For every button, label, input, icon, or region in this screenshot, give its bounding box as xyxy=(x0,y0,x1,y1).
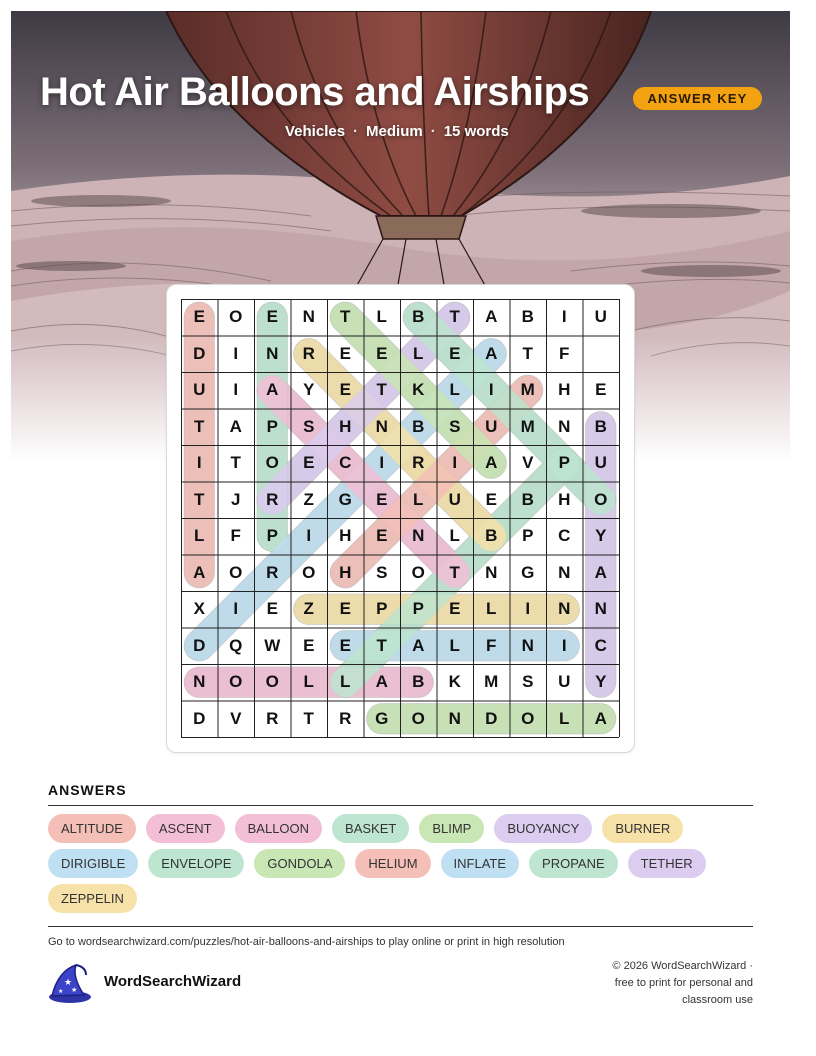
grid-cell: Y xyxy=(595,672,607,692)
grid-cell: T xyxy=(376,380,387,400)
answer-chip: BASKET xyxy=(332,814,409,843)
grid-cell: F xyxy=(486,635,497,655)
grid-cell: S xyxy=(303,416,315,436)
grid-cell: N xyxy=(485,562,498,582)
grid-cell: N xyxy=(375,416,388,436)
grid-cell: L xyxy=(449,526,460,546)
grid-cell: J xyxy=(231,489,241,509)
grid-cell: E xyxy=(376,489,388,509)
grid-cell: E xyxy=(485,489,497,509)
grid-cell: E xyxy=(303,635,315,655)
grid-cell: I xyxy=(452,453,458,473)
answer-chip: BALLOON xyxy=(235,814,322,843)
grid-cell: N xyxy=(302,307,315,327)
grid-cell: P xyxy=(266,416,278,436)
grid-cell: H xyxy=(339,562,352,582)
difficulty-label: Medium xyxy=(366,123,423,140)
grid-cell: A xyxy=(375,672,388,692)
grid-cell: R xyxy=(266,708,279,728)
grid-cell: N xyxy=(558,562,571,582)
grid-cell: N xyxy=(412,526,425,546)
grid-cell: H xyxy=(339,416,352,436)
grid-cell: A xyxy=(412,635,425,655)
grid-cell: B xyxy=(412,416,425,436)
grid-cell: L xyxy=(376,307,387,327)
separator-dot: · xyxy=(353,123,359,140)
separator-dot: · xyxy=(430,123,436,140)
grid-cell: T xyxy=(522,343,533,363)
grid-cell: Q xyxy=(229,635,243,655)
grid-cell: L xyxy=(486,599,497,619)
grid-cell: E xyxy=(449,343,461,363)
grid-cell: P xyxy=(266,526,278,546)
grid-cell: O xyxy=(521,708,535,728)
answer-chip: TETHER xyxy=(628,849,706,878)
answer-chip: DIRIGIBLE xyxy=(48,849,138,878)
answer-chip: BLIMP xyxy=(419,814,484,843)
grid-cell: D xyxy=(485,708,498,728)
grid-cell: S xyxy=(376,562,388,582)
grid-cell: G xyxy=(375,708,389,728)
grid-cell: E xyxy=(303,453,315,473)
grid-cell: D xyxy=(193,708,206,728)
grid-cell: Z xyxy=(303,489,314,509)
grid-cell: Y xyxy=(303,380,315,400)
grid-cell: B xyxy=(594,416,607,436)
grid-cell: E xyxy=(339,380,351,400)
grid-cell: T xyxy=(230,453,241,473)
grid-cell: L xyxy=(413,489,424,509)
grid-cell: T xyxy=(376,635,387,655)
grid-cell: I xyxy=(488,380,494,400)
grid-cell: V xyxy=(522,453,534,473)
footer-url-text: Go to wordsearchwizard.com/puzzles/hot-air-balloons-and-airships to play online or print in high resolution xyxy=(48,936,565,948)
answers-list xyxy=(48,814,758,913)
grid-cell: A xyxy=(229,416,242,436)
grid-cell: A xyxy=(193,562,206,582)
grid-cell: E xyxy=(376,343,388,363)
grid-cell: K xyxy=(448,672,461,692)
grid-cell: T xyxy=(303,708,314,728)
grid-cell: O xyxy=(265,453,279,473)
grid-cell: I xyxy=(306,526,312,546)
answer-chip: ASCENT xyxy=(146,814,225,843)
grid-cell: F xyxy=(559,343,570,363)
grid-cell: T xyxy=(449,307,460,327)
word-count-label: 15 words xyxy=(443,123,509,140)
answer-chip: ALTITUDE xyxy=(48,814,136,843)
answer-key-badge: ANSWER KEY xyxy=(633,87,762,110)
grid-cell: N xyxy=(193,672,206,692)
grid-cell: U xyxy=(193,380,206,400)
grid-cell: T xyxy=(340,307,351,327)
grid-cell: A xyxy=(485,307,498,327)
grid-cell: P xyxy=(522,526,534,546)
grid-cell: I xyxy=(233,343,239,363)
grid-cell: N xyxy=(266,343,279,363)
grid-cell: N xyxy=(448,708,461,728)
grid-cell: W xyxy=(264,635,281,655)
grid-cell: A xyxy=(266,380,279,400)
answer-chip: PROPANE xyxy=(529,849,618,878)
copyright-line: © 2026 WordSearchWizard · xyxy=(612,960,753,972)
divider xyxy=(48,805,753,806)
copyright-line: classroom use xyxy=(682,994,753,1006)
grid-cell: U xyxy=(594,307,607,327)
grid-cell: E xyxy=(339,343,351,363)
grid-cell: I xyxy=(561,635,567,655)
grid-cell: R xyxy=(339,708,352,728)
grid-cell: O xyxy=(229,307,243,327)
grid-cell: T xyxy=(194,416,205,436)
grid-cell: O xyxy=(594,489,608,509)
grid-cell: B xyxy=(521,489,534,509)
page-title: Hot Air Balloons and Airships xyxy=(40,70,590,114)
grid-cell: G xyxy=(338,489,352,509)
grid-cell: R xyxy=(266,489,279,509)
grid-cell: M xyxy=(520,380,535,400)
grid-cell: E xyxy=(376,526,388,546)
grid-cell: P xyxy=(412,599,424,619)
svg-text:★: ★ xyxy=(58,988,64,995)
grid-cell: B xyxy=(485,526,498,546)
grid-cell: P xyxy=(558,453,570,473)
grid-cell: C xyxy=(558,526,571,546)
answer-chip: HELIUM xyxy=(355,849,430,878)
category-label: Vehicles xyxy=(285,123,346,140)
grid-cell: Z xyxy=(303,599,314,619)
grid-cell: S xyxy=(522,672,534,692)
grid-cell: N xyxy=(558,416,571,436)
grid-cell: P xyxy=(376,599,388,619)
grid-cell: S xyxy=(449,416,461,436)
svg-text:★: ★ xyxy=(71,986,78,994)
grid-cell: H xyxy=(558,489,571,509)
grid-cell: L xyxy=(413,343,424,363)
answer-chip: ENVELOPE xyxy=(148,849,244,878)
grid-cell: O xyxy=(302,562,316,582)
brand-name: WordSearchWizard xyxy=(104,973,242,990)
grid-cell: H xyxy=(339,526,352,546)
grid-cell: U xyxy=(594,453,607,473)
grid-cell: E xyxy=(266,307,278,327)
grid-cell: L xyxy=(303,672,314,692)
grid-cell: D xyxy=(193,635,206,655)
grid-cell: N xyxy=(594,599,607,619)
grid-cell: M xyxy=(484,672,499,692)
grid-cell: E xyxy=(339,635,351,655)
grid-cell: U xyxy=(485,416,498,436)
grid-cell: N xyxy=(521,635,534,655)
grid-cell: I xyxy=(561,307,567,327)
grid-cell: F xyxy=(230,526,241,546)
answer-chip: ZEPPELIN xyxy=(48,884,137,913)
divider xyxy=(48,926,753,927)
grid-cell: O xyxy=(411,562,425,582)
copyright-line: free to print for personal and xyxy=(614,977,753,989)
grid-cell: C xyxy=(339,453,352,473)
grid-cell: A xyxy=(594,708,607,728)
grid-cell: I xyxy=(233,380,239,400)
grid-cell: B xyxy=(412,672,425,692)
grid-cell: M xyxy=(520,416,535,436)
grid-cell: X xyxy=(193,599,205,619)
grid-cell: T xyxy=(194,489,205,509)
grid-cell: B xyxy=(521,307,534,327)
grid-cells xyxy=(181,299,620,738)
grid-cell: L xyxy=(559,708,570,728)
grid-cell: L xyxy=(449,380,460,400)
grid-cell: T xyxy=(449,562,460,582)
grid-cell: G xyxy=(521,562,535,582)
grid-cell: E xyxy=(266,599,278,619)
grid-cell: K xyxy=(412,380,425,400)
wizard-hat-icon xyxy=(46,963,92,1005)
grid-cell: L xyxy=(194,526,205,546)
grid-cell: U xyxy=(558,672,571,692)
grid-cell: L xyxy=(449,635,460,655)
grid-cell: A xyxy=(485,343,498,363)
grid-cell: O xyxy=(229,562,243,582)
svg-text:★: ★ xyxy=(64,978,73,988)
grid-cell: U xyxy=(448,489,461,509)
grid-cell: D xyxy=(193,343,206,363)
grid-cell: I xyxy=(233,599,239,619)
grid-cell: I xyxy=(379,453,385,473)
grid-cell: R xyxy=(302,343,315,363)
puzzle-meta xyxy=(285,123,509,140)
copyright-notice xyxy=(553,958,753,1009)
grid-cell: E xyxy=(449,599,461,619)
answer-chip: BURNER xyxy=(602,814,683,843)
grid-cell xyxy=(583,336,620,373)
grid-cell: E xyxy=(339,599,351,619)
grid-cell: I xyxy=(525,599,531,619)
answer-chip: GONDOLA xyxy=(254,849,345,878)
grid-cell: O xyxy=(229,672,243,692)
grid-cell: L xyxy=(340,672,351,692)
grid-cell: O xyxy=(265,672,279,692)
answers-heading: ANSWERS xyxy=(48,782,127,798)
grid-cell: I xyxy=(196,453,202,473)
grid-cell: E xyxy=(193,307,205,327)
grid-cell: H xyxy=(558,380,571,400)
answer-chip: BUOYANCY xyxy=(494,814,592,843)
grid-cell: B xyxy=(412,307,425,327)
grid-cell: A xyxy=(485,453,498,473)
grid-cell: Y xyxy=(595,526,607,546)
grid-cell: A xyxy=(594,562,607,582)
word-search-grid xyxy=(181,299,620,738)
answer-chip: INFLATE xyxy=(441,849,520,878)
grid-cell: C xyxy=(594,635,607,655)
grid-cell: E xyxy=(595,380,607,400)
grid-cell: O xyxy=(411,708,425,728)
grid-cell: N xyxy=(558,599,571,619)
grid-cell: R xyxy=(266,562,279,582)
grid-cell: R xyxy=(412,453,425,473)
grid-cell: V xyxy=(230,708,242,728)
